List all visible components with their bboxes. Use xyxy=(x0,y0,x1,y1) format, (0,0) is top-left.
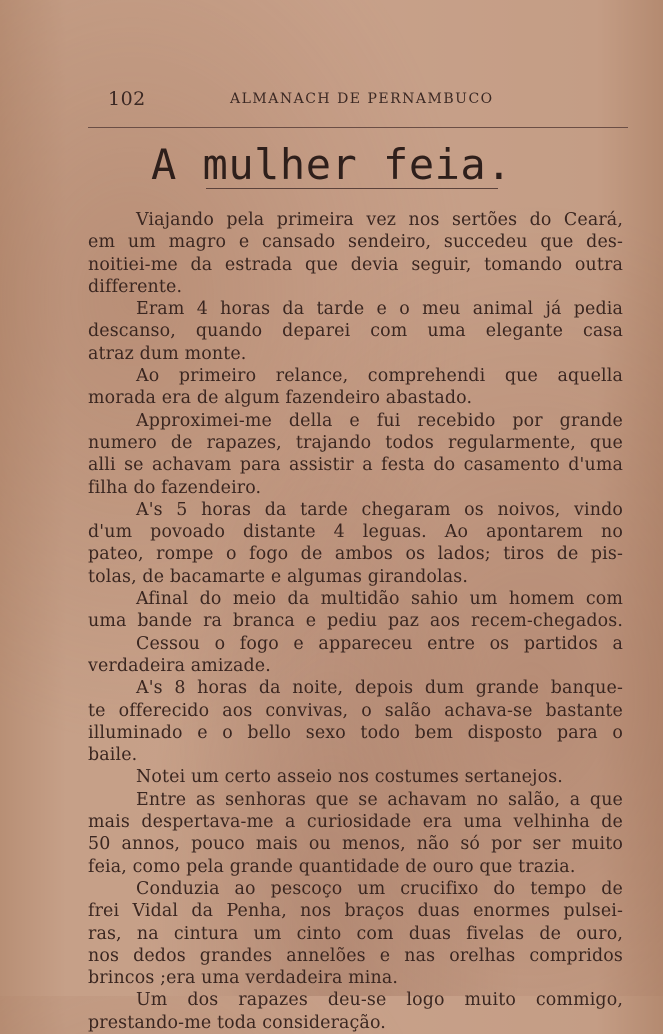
text-line: Notei um certo asseio nos costumes sertanejos. xyxy=(136,767,563,788)
text-line: A's 8 horas da noite, depois dum grande banque- xyxy=(136,678,623,699)
text-line: Afinal do meio da multidão sahio um homem com xyxy=(136,589,623,610)
text-line: uma bande ra branca e pediu paz aos recem-chegados. xyxy=(88,611,623,632)
text-line: numero de rapazes, trajando todos regularmente, que xyxy=(88,432,623,453)
text-line: prestando-me toda consideração. xyxy=(88,1012,386,1033)
text-line: alli se achavam para assistir a festa do casamento d'uma xyxy=(88,455,623,476)
page-header xyxy=(108,88,628,112)
text-line: atraz dum monte. xyxy=(88,343,247,364)
running-title: ALMANACH DE PERNAMBUCO xyxy=(230,91,494,107)
text-line: Approximei-me della e fui recebido por grande xyxy=(136,410,623,431)
article-title: A mulher feia. xyxy=(150,140,512,189)
text-line: brincos ;era uma verdadeira mina. xyxy=(88,968,399,989)
text-line: 50 annos, pouco mais ou menos, não só por ser muito xyxy=(88,834,623,855)
text-line: frei Vidal da Penha, nos braços duas enormes pulsei- xyxy=(88,901,623,922)
text-line: d'um povoado distante 4 leguas. Ao apontarem no xyxy=(88,522,623,543)
text-line: feia, como pela grande quantidade de ouro que trazia. xyxy=(88,856,576,877)
text-line: verdadeira amizade. xyxy=(88,655,271,676)
text-line: Viajando pela primeira vez nos sertões do Ceará, xyxy=(136,210,623,230)
text-line: Eram 4 horas da tarde e o meu animal já pedia xyxy=(136,299,623,320)
text-line: differente. xyxy=(88,276,183,297)
text-line: illuminado e o bello sexo todo bem disposto para o xyxy=(88,722,623,743)
text-line: baile. xyxy=(88,745,138,766)
article-body xyxy=(88,209,623,1034)
text-line: A's 5 horas da tarde chegaram os noivos, vindo xyxy=(136,499,623,520)
text-line: mais despertava-me a curiosidade era uma velhinha de xyxy=(88,812,623,833)
title-underline xyxy=(206,188,498,189)
text-line: descanso, quando deparei com uma elegante casa xyxy=(88,321,623,342)
text-line: Um dos rapazes deu-se logo muito commigo, xyxy=(136,990,623,1011)
text-line: Ao primeiro relance, comprehendi que aquella xyxy=(136,366,623,387)
text-line: em um magro e cansado sendeiro, succedeu que des- xyxy=(88,232,623,253)
text-line: ras, na cintura um cinto com duas fivelas de ouro, xyxy=(88,923,623,944)
text-line: noitiei-me da estrada que devia seguir, tomando outra xyxy=(88,254,623,275)
text-line: Cessou o fogo e appareceu entre os partidos a xyxy=(136,633,623,654)
text-line: Conduzia ao pescoço um crucifixo do tempo de xyxy=(136,878,623,899)
text-line: pateo, rompe o fogo de ambos os lados; tiros de pis- xyxy=(88,544,623,565)
text-line: filha do fazendeiro. xyxy=(88,477,262,498)
text-line: tolas, de bacamarte e algumas girandolas. xyxy=(88,566,469,587)
header-rule xyxy=(88,127,628,128)
page-number: 102 xyxy=(108,88,146,110)
text-line: te offerecido aos convivas, o salão achava-se bastante xyxy=(88,700,623,721)
text-line: morada era de algum fazendeiro abastado. xyxy=(88,388,473,409)
text-line: nos dedos grandes annelões e nas orelhas compridos xyxy=(88,945,623,966)
text-line: Entre as senhoras que se achavam no salão, a que xyxy=(136,789,623,810)
